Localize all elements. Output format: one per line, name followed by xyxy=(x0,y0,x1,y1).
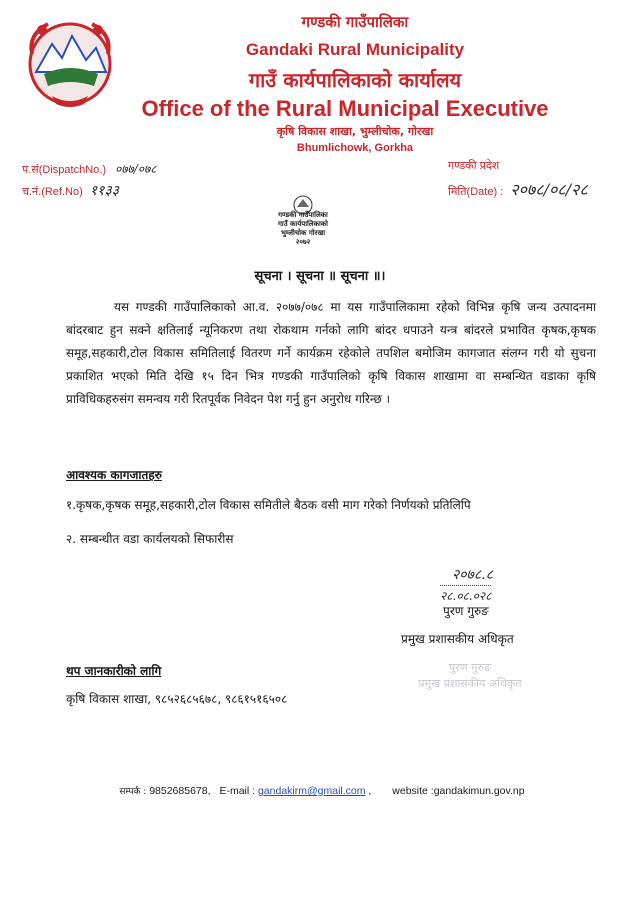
location-english: Bhumlichowk, Gorkha xyxy=(296,142,414,154)
footer-email-link[interactable]: gandakirm@gmail.com xyxy=(257,785,366,797)
stamp-line-4: २०७२ xyxy=(295,238,311,246)
province-label: गण्डकी प्रदेश xyxy=(448,160,500,172)
signatory-stamp xyxy=(400,660,540,692)
document-item-1: १.कृषक,कृषक समूह,सहकारी,टोल विकास समितीले बैठक वसी माग गरेको निर्णयको प्रतिलिपि xyxy=(66,498,471,512)
signature-scribble-2: २८.०८.०२८ xyxy=(440,585,491,604)
stamp-line-1: गण्डकी गाउँपालिका xyxy=(278,211,328,219)
contact-text: कृषि विकास शाखा, ९८५२६८५६७८, ९८६१५१६५०८ xyxy=(66,692,288,706)
office-stamp xyxy=(268,193,338,259)
notice-paragraph: यस गण्डकी गाउँपालिकाको आ.व. २०७७/०७८ मा यस गाउँपालिकामा रहेको विभिन्न कृषि जन्य उत्पादनमा बांदरबाट हुन सक्ने क्षतिलाई न्यूनिकरण तथा रोकथाम गर्नको लागि बांदर धपाउने यन्त्र बांदरले प्रभावित कृषक,कृषक समूह,सहकारी,टोल विकास समितिलाई वितरण गर्ने कार्यक्रम रहेकोले तपशिल बमोजिम कागजात संलग्न गरी यो सुचना प्रकाशित भएको मिति देखि १५ दिन भित्र गण्डकी गाउँपालिको कृषि विकास शाखामा वा सम्बन्धित वडाका कृषि प्राविधिकहरुसंग समन्वय गरी रितपूर्वक निवेदन पेश गर्नु हुन अनुरोध गरिन्छ । xyxy=(66,300,596,406)
reference-number xyxy=(22,181,119,200)
stamp-line-2: गाउँ कार्यपालिकाको xyxy=(277,220,328,228)
notice-title: सूचना । सूचना ॥ सूचना ॥। xyxy=(254,269,386,284)
date-label: मिति(Date) : xyxy=(448,186,504,198)
date-value: २०७८/०८/२८ xyxy=(510,180,588,199)
footer-phone: 9852685678, xyxy=(149,785,211,797)
office-name-english: Office of the Rural Municipal Executive xyxy=(141,96,549,121)
ref-value: ११३३ xyxy=(89,183,119,199)
footer-website[interactable]: gandakimun.gov.np xyxy=(433,785,525,797)
footer-separator: , xyxy=(368,785,372,797)
signatory-name: पुरण गुरुङ xyxy=(443,604,489,618)
signatory-stamp-line-1: पुरण गुरुङ xyxy=(449,661,491,674)
signatory-stamp-line-2: प्रमुख प्रशासकीय अधिकृत xyxy=(418,677,522,690)
footer-phone-label: सम्पर्क : xyxy=(119,787,147,797)
contact-heading: थप जानकारीको लागि xyxy=(66,664,162,678)
office-name-nepali: गाउँ कार्यपालिकाको कार्यालय xyxy=(248,68,462,92)
date-line xyxy=(448,178,588,200)
ref-label: च.नं.(Ref.No) xyxy=(22,186,83,198)
footer-email-label: E-mail : xyxy=(219,785,256,797)
signature-scribble-1: २०७८.८ xyxy=(452,567,493,583)
nepal-emblem-icon xyxy=(22,14,118,110)
municipality-name-english: Gandaki Rural Municipality xyxy=(245,40,465,59)
footer xyxy=(0,784,644,797)
dispatch-value: ०७७/०७८ xyxy=(115,162,157,176)
document-item-2: २. सम्बन्धीत वडा कार्यलयको सिफारीस xyxy=(66,532,234,546)
footer-website-label: website : xyxy=(392,785,434,797)
dispatch-number xyxy=(22,160,157,177)
documents-heading: आवश्यक कागजातहरु xyxy=(66,468,162,482)
stamp-line-3: भुम्लीचोक गोरखा xyxy=(280,229,326,237)
dispatch-label: प.सं(DispatchNo.) xyxy=(22,164,106,176)
municipality-name-nepali: गण्डकी गाउँपालिका xyxy=(301,13,409,31)
signatory-title: प्रमुख प्रशासकीय अधिकृत xyxy=(401,632,514,646)
branch-address-nepali: कृषि विकास शाखा, भुम्लीचोक, गोरखा xyxy=(276,125,434,138)
